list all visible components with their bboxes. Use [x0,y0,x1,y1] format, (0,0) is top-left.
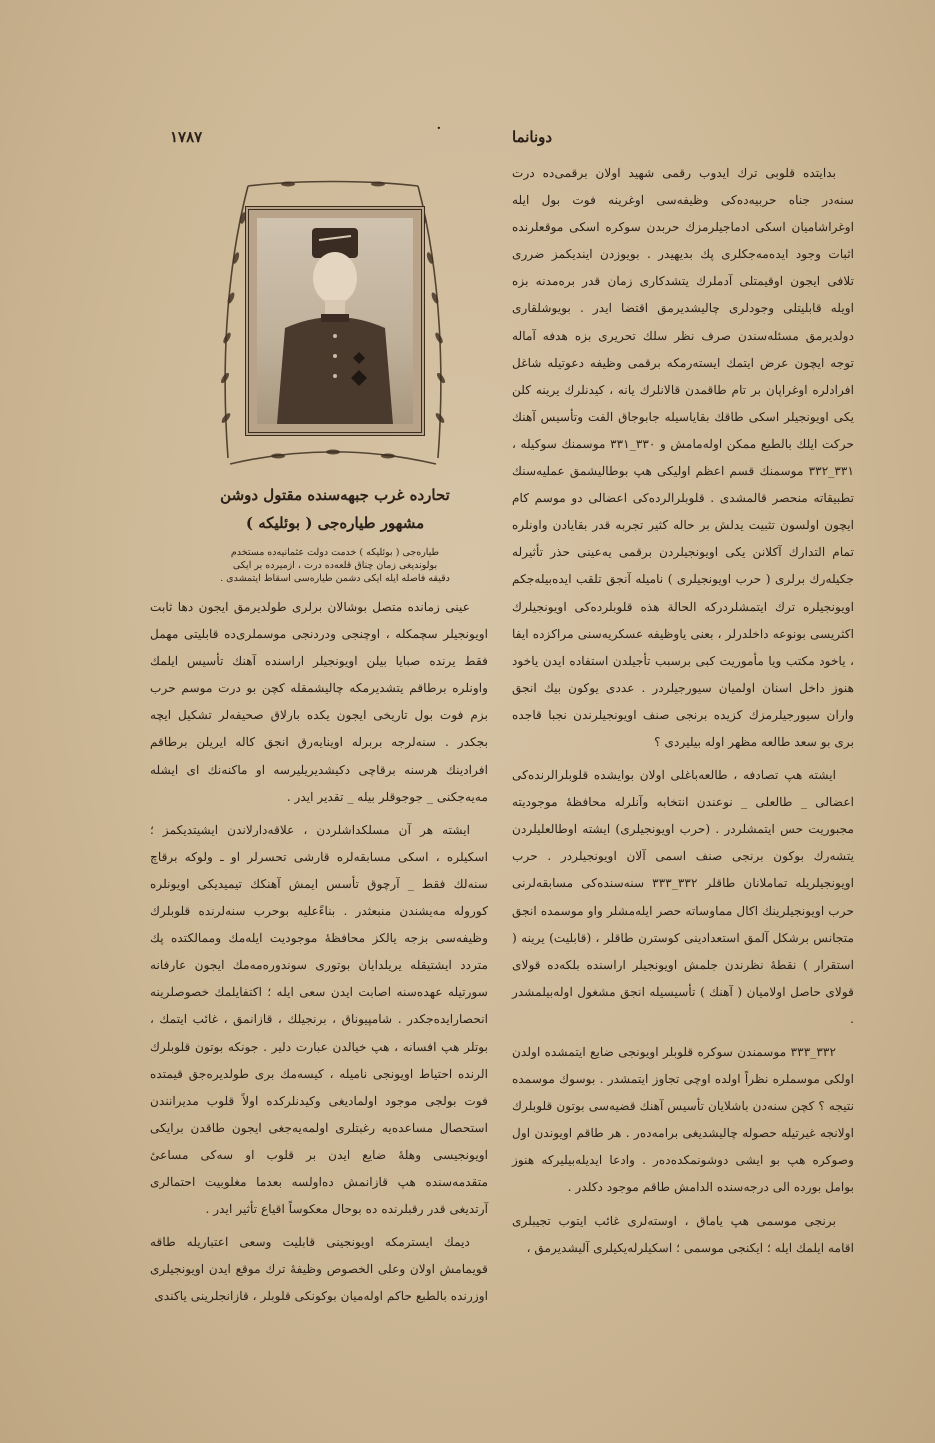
portrait-frame [245,206,425,436]
portrait-caption-line2: مشهور طیاره‌جی ( بوئلیکه ) [245,514,425,532]
right-paragraph-4: برنجی موسمی هپ یاماق ، اوسته‌لری غائب ایتوب تجیبلری اقامه ایلمك ایله ؛ ایکنجی موسمی ؛ اسکیلرله‌یکیلری آلیشدیرمق ، [512,1213,854,1255]
portrait-caption-line1: تحارده غرب جبهه‌سنده مقتول دوشن [220,486,450,504]
aviator-portrait-photo [257,218,413,424]
left-column [150,594,488,1316]
header-ornament: · [436,118,442,139]
right-paragraph-1: بدایتده قلوبی ترك ایدوب رقمی شهید اولان برقمی‌ده درت سنه‌در جناه حربیه‌ده‌کی وظیفه‌سی اوغرینه فوت بول ایله اوغراشامیان اسکی ادماجیلرمزك حربدن سوکره اسکی موقعلرنده اثبات وجود ایده‌مه‌جکلری پك بدیهیدر . بویوزدن ایندیکمز ضرری تلافی ایجون اوقیمتلی آدملرك یتشدکاری زمان قدر بره‌مدنه بزه اویله قابلیتلی وجودلری چالیشدیرمق اقتضا ایدر . بویوشلقاری دولدیرمق مسئله‌سندن صرف نظر سلك تحریری بزه هدفه آماله توجه ایچون عرض ایتمك ایسته‌رمکه برقمی وظیفه دعوتیله شاغل افرادلره اوغراپان بر تام طاقمدن قالانلرك یانه ، کیدنلرك یرینه کلن یکی اویونجیلر اسکی طاقك بقایاسیله جابوجاق الفت وتأسیس آهنك حرکت ایلك بالطبع ممکن اوله‌مامش و ۳۳۰_۳۳۱ موسمنك سوکیله ، ۳۳۱_۳۳۲ موسمنك قسم اعظم اولیکی هپ بوطالیشمق عملیه‌سنك تطبیقاته منحصر قالمشدی . قلوبلرالرده‌کی اعضالی دو موسم کام ایچون اولسون تثبیت یدلش بر حاله کثیر تجربه قدر بقایادن واونلره تمام التدارك آکلانن یکی اویونجیلردن برقمی یه‌عینی حذر تأثیرله جکیله‌رك برلری ( حرب اویونجیلری ) نامیله آنجق تلقب ایده‌بیله‌جکم اویونجیلره ترك ایتمشلردرکه الحالة هذه قلوبلرده‌کی اویونجیلرك اکثریسی بونوعه داخلدرلر ، بعنی یاوظیفه عسکریه‌سنی مراکزده ایفا ، یاخود مکتب ویا مأموریت کبی برسبب تأجیلدن استفاده ایدن یاخود هنوز داخل اسنان اولمیان سیورجیلردر . عددی یوکون بیك انجق واران سیورجیلرمزك کزیده برنجی صنف اویونجیلرندن نجبا قاجده بری بو سعد طالعه مظهر اوله بیلیردی ؟ [512,166,854,749]
right-paragraph-2: ایشته هپ تصادفه ، طالعه‌باغلی اولان بوایشده قلوبلرالرنده‌کی اعضالی _ طالعلی _ نوعندن انتخابه وآنلرله محافظهٔ موجودیته مجبوریت حس ایتمشلردر . (حرب اویونجیلری) ایشته اوطالعلیلردن یتشه‌رك بوکون برنجی صنف اسمی آلان اویونجیلردر . حرب اویونجیلریله تماملانان طاقلر ۳۳۲_۳۳۳ سنه‌سنده‌کی مسابقه‌لرنی حرب اویونجیلرینك اکال مماوساته حصر ایله‌مشلر واو موسمده انجق متجانس برشکل آلمق استعدادینی کوسترن طاقلر ، (قابلیت) یرینه ( استقرار ) نقطهٔ نظرندن جلمش اویونجیلر اراسنده بلکه‌ده قولای قولای حاصل اولامیان ( آهنك ) تأسیسیله انجق مشغول اوله‌بیلمشدر . [512,768,855,1026]
page-number: ١٧٨٧ [170,128,203,146]
left-paragraph-1: عینی زمانده متصل بوشالان برلری طولدیرمق ایجون دها ثابت اویونجیلر سچمکله ، اوچنجی ودردنجی موسملری‌ده قابلیتی مهمل فقط یرنده صبایا بیلن اویونجیلر اراسنده آهنك تأسیس ایلمك واونلره برطاقم یتشدیرمکه چالیشمقله کچن بو درت موسم حرب بزم فوت بول تاریخی ایجون یکده بارلاق صحیفه‌لر تشکیل ایچه‌ بجکدر . سنه‌لرجه بربرله اوینایه‌رق انجق کاله ایریلن برطاقم افرادینك هرسنه برقاچی دکیشدیریلیرسه او ماکنه‌نك ای ایشله‌ مه‌یه‌جکنی _ جوجوقلر بیله _ تقدیر ایدر . [150,600,488,804]
right-paragraph-3: ۳۳۲_۳۳۳ موسمندن سوکره قلوبلر اویونجی ضایع ایتمشده اولدن اولکی موسملره نظراً اولده اوچی تجاوز ایتمشدر . بوسوك موسمده نتیجه ؟ کچن سنه‌دن باشلایان تأسیس آهنك قضیه‌سی بوتون قلوبلرك اولانجه غیرتیله حصوله چالیشدیغی برامه‌ده‌ر . هر طاقم اویوندن اول وصوکره هپ بو ایشی دوشونمکده‌ده‌ر . وادعا ایدیله‌بیلیرکه هنوز بوامل بورده الی درجه‌سنده الدامش طاقم موجود دکلدر . [512,1045,854,1195]
caption-note-line: بولوندیغی زمان چناق قلعه‌ده درت ، ازمیرده بر ایکی [232,560,438,571]
portrait-figure [218,178,448,470]
caption-note-line: دقیقه فاصله ایله ایکی دشمن طیاره‌سی اسقاط ایتمشدی . [220,573,450,584]
officer-silhouette [257,218,413,424]
caption-note-line: طیاره‌جی ( بوئلیکه ) خدمت دولت عثمانیه‌ده مستخدم [230,547,440,558]
portrait-caption-note [215,546,455,585]
left-paragraph-3: دیمك ایسترمکه اویونجینی قابلیت وسعی اعتباریله طاقه قویمامش اولان وعلی الخصوص وظیفهٔ ترك موقع ایدن اویونجیلری اوزرنده بالطبع حاکم اوله‌میان بوکونکی قلوبلر ، قازانجلرینی یاکندی [150,1235,488,1304]
right-column [512,160,854,1268]
journal-title: دونانما [512,128,553,146]
left-paragraph-2: ایشته هر آن مسلکداشلردن ، علاقه‌دارلاندن ایشیتدیکمز ؛ اسکیلره ، اسکی مسابقه‌لره قارشی تحسرلر او ـ ولوکه برقاچ سنه‌لك فقط _ آرچوق تأسس ایمش آهنكك تیمیدیکی اویونلره کوروله‌ مه‌یشندن منبعثدر . بناءًعلیه بوحرب سنه‌لرنده قلوبلرك وظیفه‌سی بزجه یالکز محافظهٔ موجودیت ایله‌مك وممالکتده پك متردد ایشتیقله یریلدایان بوتوری سوندوره‌مه‌مك ایجون عارفانه سورتیله عهده‌سنه اصابت ایدن سعی ایله ؛ اکتفایلمك خصوصلرینه انحصارایده‌جکدر . شامپیوناق ، برنجیلك ، قازانمق ، غائب ایتمك ، بوتلر هپ افسانه ، هپ خیالدن عبارت دلیر . جونکه بوتون قلوبلرك الرنده احتیاط اویونجی نامیله ، کیسه‌مك بری طولدیره‌جق قیمتده فوت بولجی موجود اولمادیغی وکیدنلرکده اولاً قلوب مدیرانندن استحصال مساعده‌یه رغبتلری اولمه‌یه‌جغی ایجون طاقدن برایکی اویونجیسی وهلهٔ ضایع ایدن بر قلوب او سه‌کی مساعیٔ متقدمه‌سنده هپ قازانمش ده‌اولسه بعدما مغلوبیت احتمالری آرتدیغی قدر رقبلرنده ده بوحال معکوساً اقیاع تأثیر ایدر . [150,822,488,1217]
